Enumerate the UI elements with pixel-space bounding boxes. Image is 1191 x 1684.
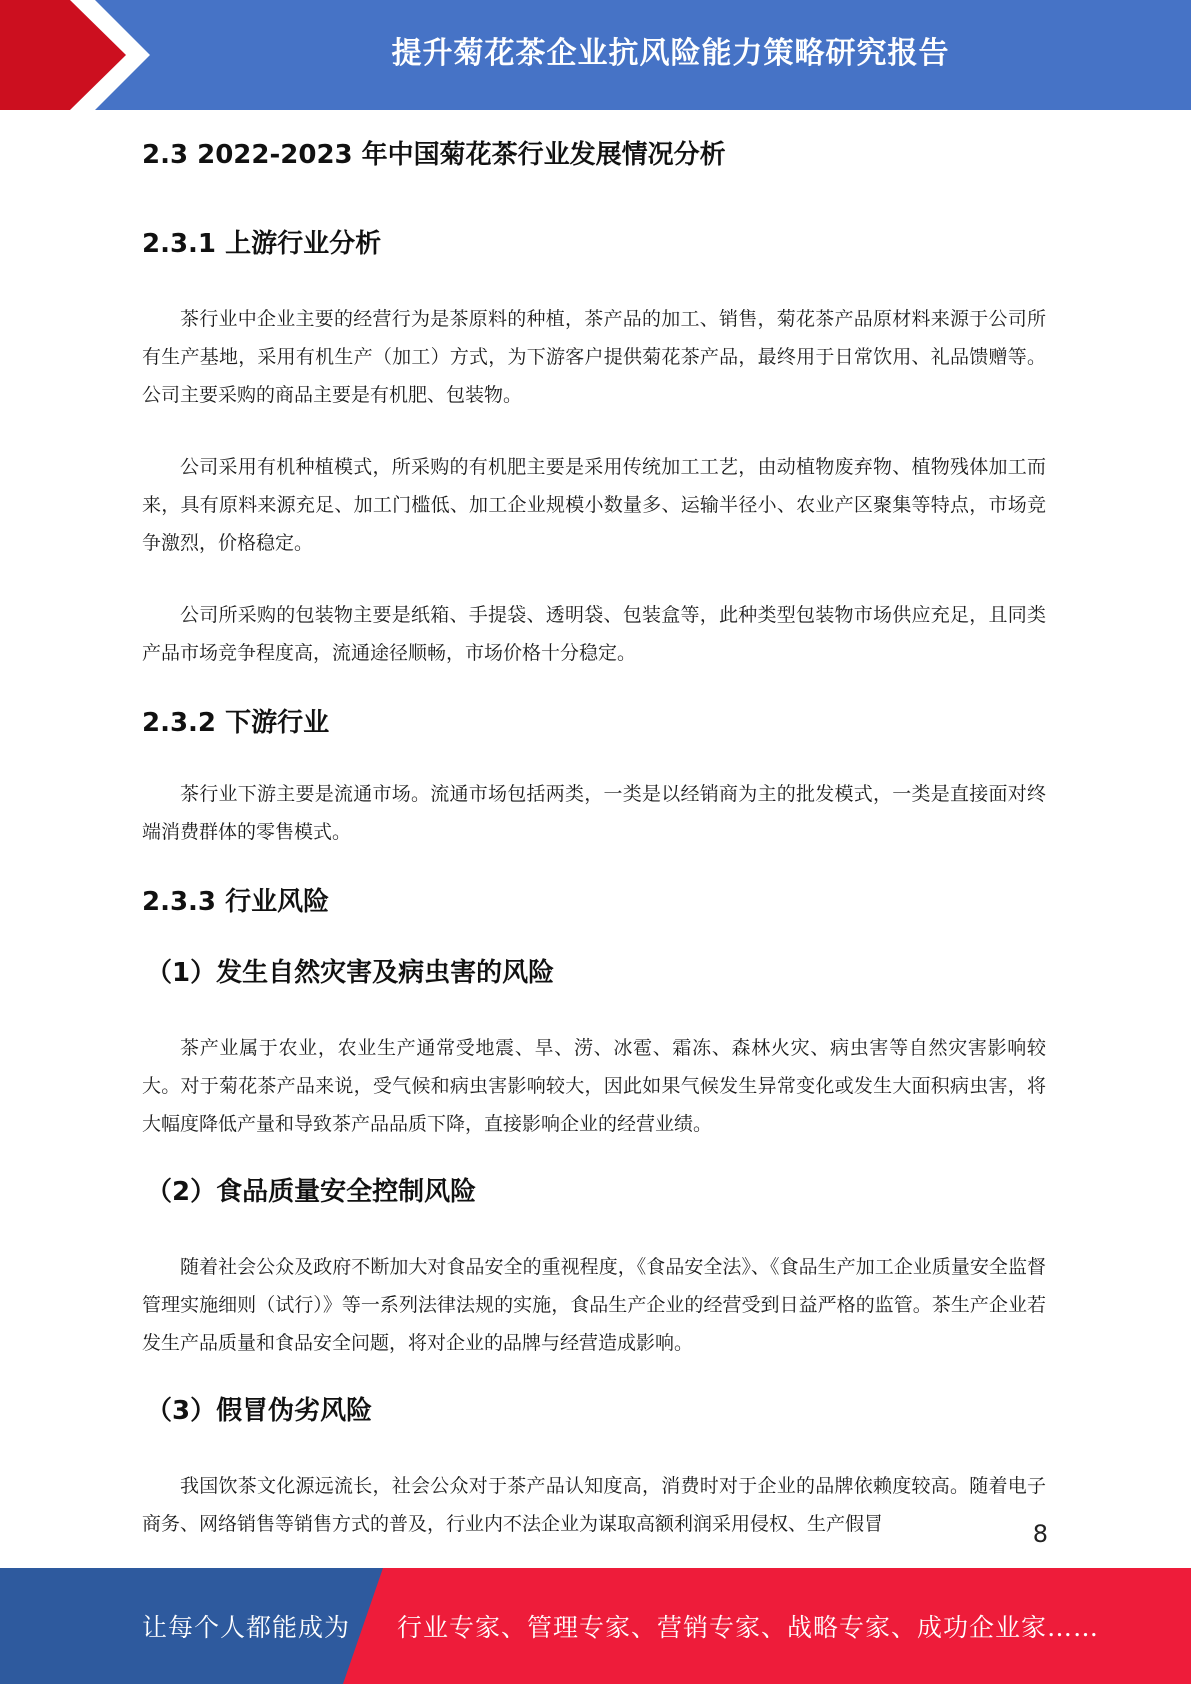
section-heading-2-3-2: 2.3.2 下游行业 [142,708,330,738]
footer-slogan-left: 让每个人都能成为 [142,1613,351,1642]
page-number: 8 [1032,1520,1048,1548]
footer-banner [0,1568,1191,1684]
paragraph-risk-3: 我国饮茶文化源远流长，社会公众对于茶产品认知度高，消费时对于企业的品牌依赖度较高。随着电子商务、网络销售等销售方式的普及，行业内不法企业为谋取高额利润采用侵权、生产假冒 [142,1475,1046,1535]
document-body [142,118,1046,1577]
report-title: 提升菊花茶企业抗风险能力策略研究报告 [391,36,950,71]
paragraph-risk-1: 茶产业属于农业，农业生产通常受地震、旱、涝、冰雹、霜冻、森林火灾、病虫害等自然灾害影响较大。对于菊花茶产品来说，受气候和病虫害影响较大，因此如果气候发生异常变化或发生大面积病虫害，将大幅度降低产量和导致茶产品品质下降，直接影响企业的经营业绩。 [142,1037,1046,1135]
section-heading-2-3-3: 2.3.3 行业风险 [142,887,330,917]
section-heading-2-3: 2.3 2022-2023 年中国菊花茶行业发展情况分析 [142,140,726,170]
paragraph-upstream-3: 公司所采购的包装物主要是纸箱、手提袋、透明袋、包装盒等，此种类型包装物市场供应充足，且同类产品市场竞争程度高，流通途径顺畅，市场价格十分稳定。 [142,604,1046,664]
header-red-chevron-icon [0,0,150,110]
risk-heading-1: （1）发生自然灾害及病虫害的风险 [146,958,555,988]
footer-slogan-right: 行业专家、管理专家、营销专家、战略专家、成功企业家…… [397,1613,1100,1642]
risk-heading-3: （3）假冒伪劣风险 [146,1396,373,1426]
risk-heading-2: （2）食品质量安全控制风险 [146,1177,477,1207]
section-heading-2-3-1: 2.3.1 上游行业分析 [142,229,382,259]
paragraph-risk-2: 随着社会公众及政府不断加大对食品安全的重视程度，《食品安全法》、《食品生产加工企业质量安全监督管理实施细则（试行）》等一系列法律法规的实施，食品生产企业的经营受到日益严格的监管。茶生产企业若发生产品质量和食品安全问题，将对企业的品牌与经营造成影响。 [142,1256,1046,1354]
paragraph-downstream: 茶行业下游主要是流通市场。流通市场包括两类，一类是以经销商为主的批发模式，一类是直接面对终端消费群体的零售模式。 [142,783,1046,843]
paragraph-upstream-1: 茶行业中企业主要的经营行为是茶原料的种植，茶产品的加工、销售，菊花茶产品原材料来源于公司所有生产基地，采用有机生产（加工）方式，为下游客户提供菊花茶产品，最终用于日常饮用、礼品馈赠等。公司主要采购的商品主要是有机肥、包装物。 [142,308,1046,406]
header-banner [0,0,1191,110]
paragraph-upstream-2: 公司采用有机种植模式，所采购的有机肥主要是采用传统加工工艺，由动植物废弃物、植物残体加工而来，具有原料来源充足、加工门槛低、加工企业规模小数量多、运输半径小、农业产区聚集等特点，市场竞争激烈，价格稳定。 [142,456,1046,554]
